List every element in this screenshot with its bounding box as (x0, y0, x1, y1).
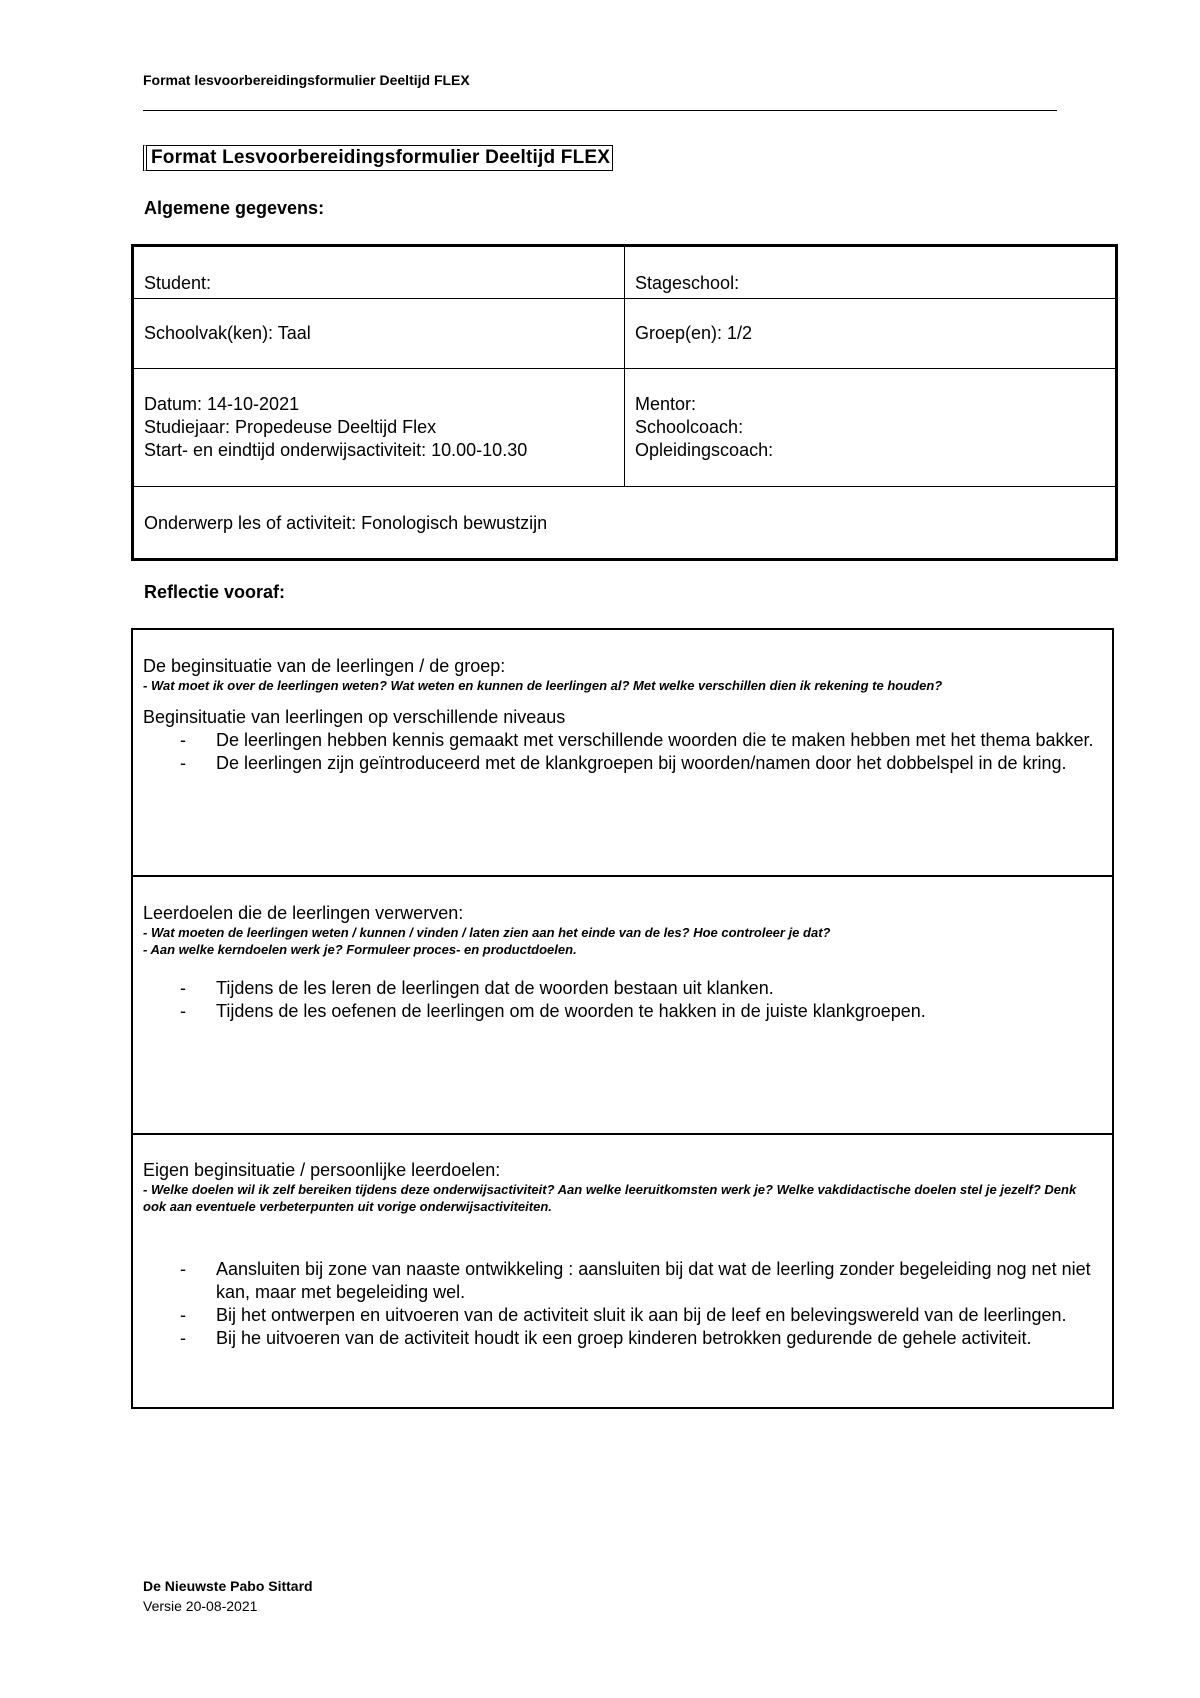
datum-text: Datum: 14-10-2021 (144, 394, 300, 414)
studiejaar-text: Studiejaar: Propedeuse Deeltijd Flex (144, 417, 437, 437)
coaches-cell (625, 369, 1115, 486)
dash-marker: - (180, 1001, 186, 1021)
list-item-text: De leerlingen hebben kennis gemaakt met verschillende woorden die te maken hebben met het thema bakker. (216, 730, 1094, 750)
list-item-text: De leerlingen zijn geïntroduceerd met de klankgroepen bij woorden/namen door het dobbelspel in de kring. (216, 753, 1067, 773)
list-item (143, 1327, 1102, 1350)
leerdoelen-section (133, 877, 1112, 1135)
eigen-hint: - Welke doelen wil ik zelf bereiken tijdens deze onderwijsactiviteit? Aan welke leeruitkomsten werk je? Welke vakdidactische doelen stel je jezelf? Denk ook aan eventuele verbeterpunten uit vorige onderwijsactiviteiten. (143, 1182, 1077, 1214)
tijd-text: Start- en eindtijd onderwijsactiviteit: 10.00-10.30 (144, 440, 528, 460)
beginsituatie-subheading: Beginsituatie van leerlingen op verschillende niveaus (143, 707, 566, 727)
general-info-heading: Algemene gegevens: (144, 198, 325, 218)
mentor-text: Mentor: (635, 394, 697, 414)
opleidingscoach-text: Opleidingscoach: (635, 440, 774, 460)
list-item-text: Bij he uitvoeren van de activiteit houdt ik een groep kinderen betrokken gedurende de gehele activiteit. (216, 1328, 1032, 1348)
header-divider (143, 110, 1057, 111)
list-item-text: Aansluiten bij zone van naaste ontwikkeling : aansluiten bij dat wat de leerling zonder begeleiding nog net niet kan, maar met begeleiding wel. (216, 1259, 1091, 1302)
general-row-topic (134, 487, 1115, 558)
leerdoelen-list (143, 977, 1102, 1023)
schoolvak-cell: Schoolvak(ken): Taal (134, 299, 625, 368)
schoolcoach-text: Schoolcoach: (635, 417, 744, 437)
page-header: Format lesvoorbereidingsformulier Deeltijd FLEX (143, 72, 470, 88)
list-item (143, 1258, 1102, 1304)
list-item-text: Tijdens de les oefenen de leerlingen om de woorden te hakken in de juiste klankgroepen. (216, 1001, 926, 1021)
reflection-heading: Reflectie vooraf: (144, 582, 286, 602)
general-row-student (134, 247, 1115, 299)
details-cell (134, 369, 625, 486)
leerdoelen-hint-1: - Wat moeten de leerlingen weten / kunnen / vinden / laten zien aan het einde van de les? Hoe controleer je dat? (143, 925, 831, 940)
eigen-leerdoelen-section (133, 1135, 1112, 1407)
document-title: Format Lesvoorbereidingsformulier Deeltijd FLEX (143, 145, 613, 171)
onderwerp-cell: Onderwerp les of activiteit: Fonologisch bewustzijn (144, 513, 548, 533)
list-item-text: Bij het ontwerpen en uitvoeren van de activiteit sluit ik aan bij de leef en belevingswereld van de leerlingen. (216, 1305, 1067, 1325)
leerdoelen-label: Leerdoelen die de leerlingen verwerven: (143, 903, 464, 923)
leerdoelen-hint-2: - Aan welke kerndoelen werk je? Formuleer proces- en productdoelen. (143, 942, 577, 957)
dash-marker: - (180, 753, 186, 773)
list-item (143, 1000, 1102, 1023)
dash-marker: - (180, 1259, 186, 1279)
list-item (143, 977, 1102, 1000)
dash-marker: - (180, 730, 186, 750)
beginsituatie-hint: - Wat moet ik over de leerlingen weten? Wat weten en kunnen de leerlingen al? Met welke verschillen dien ik rekening te houden? (143, 678, 943, 693)
eigen-label: Eigen beginsituatie / persoonlijke leerdoelen: (143, 1160, 501, 1180)
list-item (143, 752, 1102, 775)
beginsituatie-list (143, 729, 1102, 775)
beginsituatie-section (133, 630, 1112, 877)
list-item (143, 1304, 1102, 1327)
student-cell: Student: (134, 247, 625, 298)
reflection-table (131, 628, 1114, 1409)
general-row-subject (134, 299, 1115, 369)
eigen-list (143, 1258, 1102, 1350)
dash-marker: - (180, 1328, 186, 1348)
footer-version: Versie 20-08-2021 (143, 1598, 258, 1614)
footer-organization: De Nieuwste Pabo Sittard (143, 1578, 313, 1594)
general-row-details (134, 369, 1115, 487)
beginsituatie-label: De beginsituatie van de leerlingen / de groep: (143, 656, 506, 676)
general-info-table (131, 244, 1118, 561)
dash-marker: - (180, 1305, 186, 1325)
groep-cell: Groep(en): 1/2 (635, 323, 753, 343)
list-item (143, 729, 1102, 752)
stageschool-cell: Stageschool: (635, 273, 740, 293)
list-item-text: Tijdens de les leren de leerlingen dat de woorden bestaan uit klanken. (216, 978, 774, 998)
dash-marker: - (180, 978, 186, 998)
